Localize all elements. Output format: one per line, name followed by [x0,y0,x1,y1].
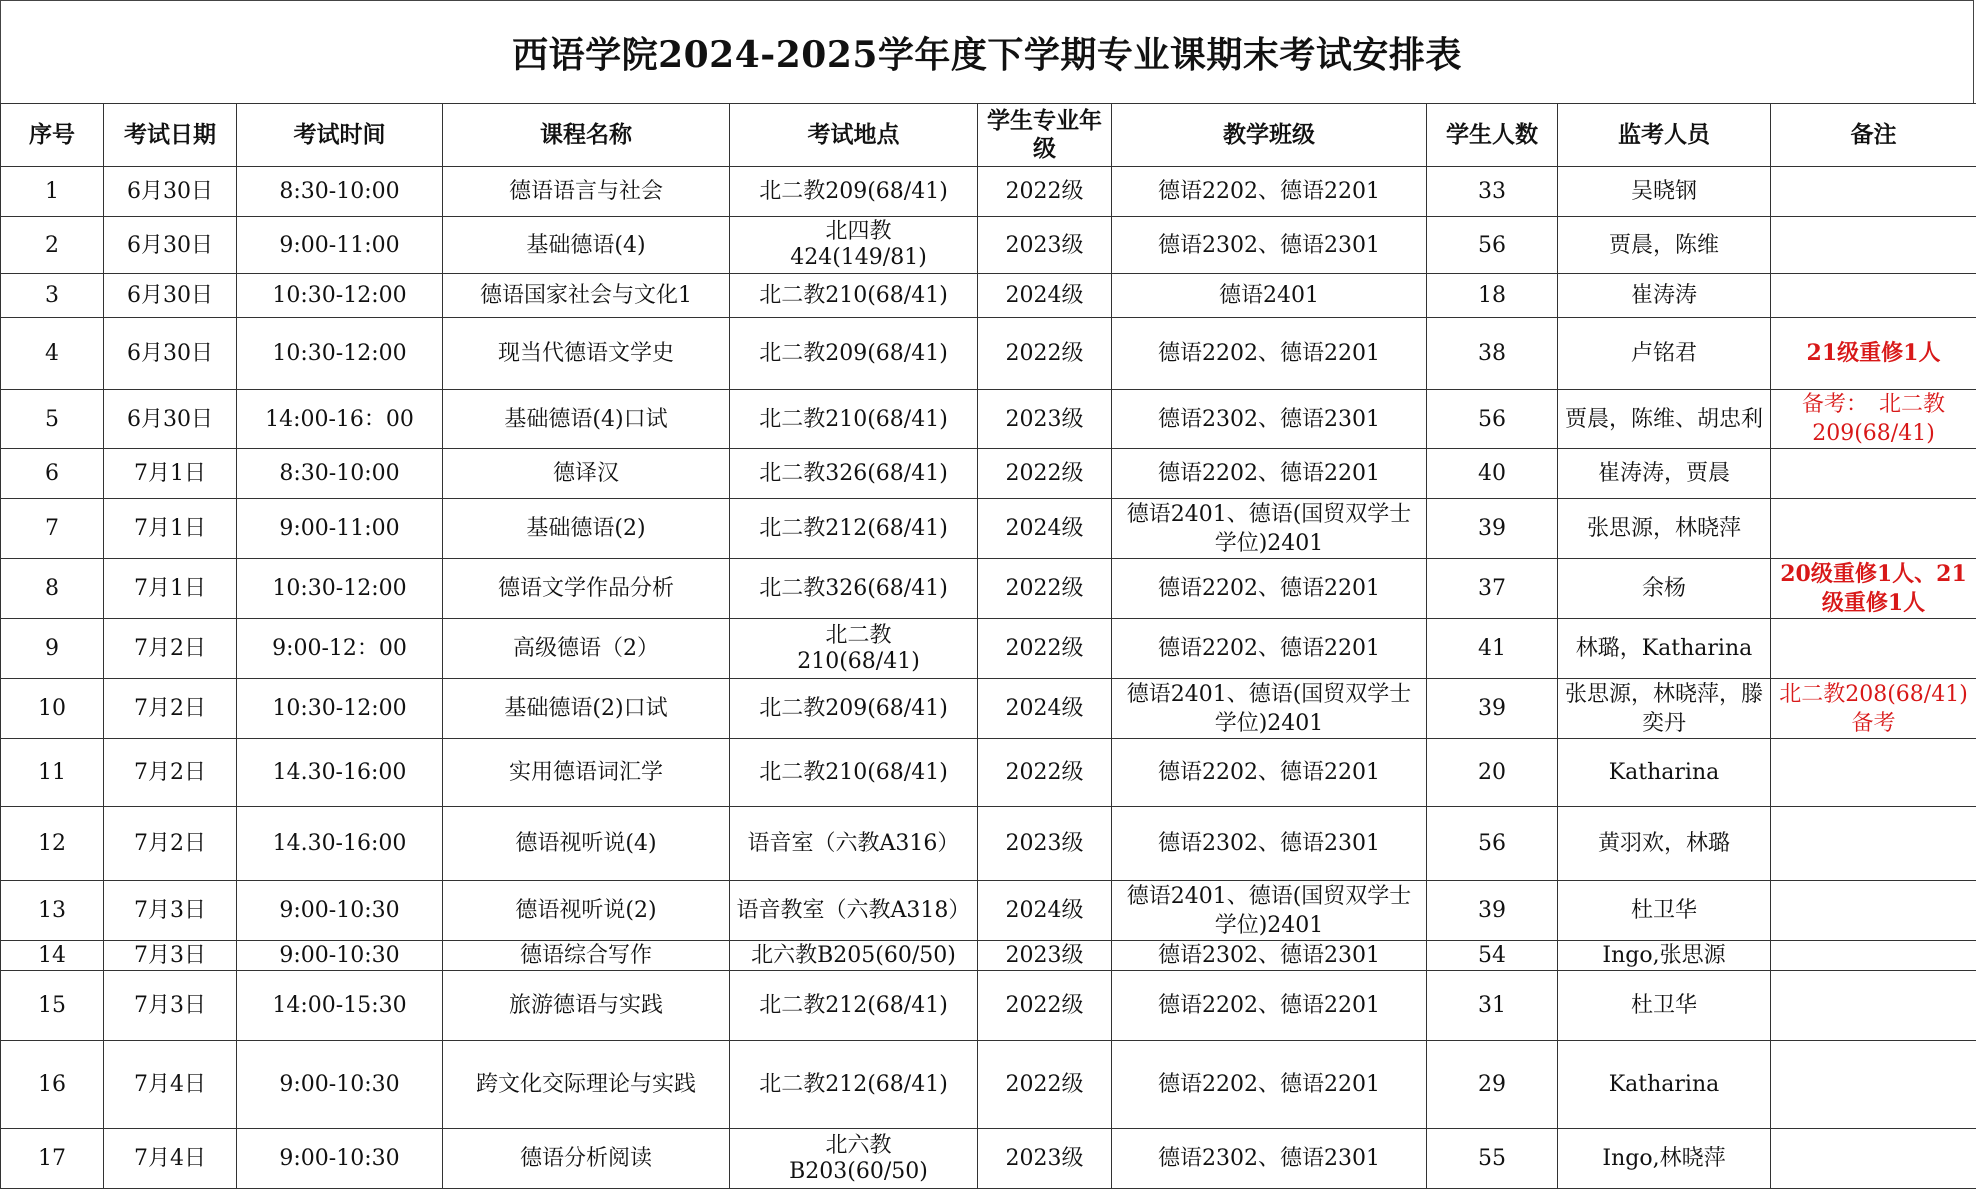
exam-time-cell: 9:00-10:30 [237,941,443,971]
student-count-cell: 38 [1427,318,1558,390]
table-row [1,619,1976,679]
exam-date-cell: 6月30日 [104,318,237,390]
student-count-cell: 33 [1427,167,1558,217]
proctor-names-cell: Ingo,林晓萍 [1558,1129,1771,1189]
page-title: 西语学院2024-2025学年度下学期专业课期末考试安排表 [512,33,1462,76]
student-count-cell: 55 [1427,1129,1558,1189]
exam-location-cell: 北二教209(68/41) [730,679,978,739]
remark-cell [1771,619,1976,679]
header-cell-date: 考试日期 [104,104,237,167]
exam-location-cell: 北二教212(68/41) [730,1041,978,1129]
exam-time-cell: 14:00-15:30 [237,971,443,1041]
student-count-cell: 39 [1427,881,1558,941]
exam-location-cell: 北二教212(68/41) [730,971,978,1041]
exam-location-cell: 北二教210(68/41) [730,739,978,807]
proctor-names-cell: 贾晨，陈维 [1558,217,1771,274]
exam-date-cell: 7月2日 [104,619,237,679]
exam-location-cell: 北二教210(68/41) [730,390,978,449]
class-list-cell: 德语2302、德语2301 [1112,941,1427,971]
header-cell-no: 序号 [1,104,104,167]
exam-time-cell: 9:00-11:00 [237,217,443,274]
proctor-names-cell: 黄羽欢，林璐 [1558,807,1771,881]
exam-date-cell: 7月1日 [104,499,237,559]
course-name-cell: 德语国家社会与文化1 [443,274,730,318]
exam-location-cell: 北二教326(68/41) [730,449,978,499]
exam-location-cell: 北四教424(149/81) [730,217,978,274]
student-grade-cell: 2023级 [978,941,1112,971]
proctor-names-cell: Katharina [1558,739,1771,807]
exam-location-cell: 北二教209(68/41) [730,167,978,217]
exam-date-cell: 7月3日 [104,971,237,1041]
exam-time-cell: 8:30-10:00 [237,167,443,217]
row-no-cell: 9 [1,619,104,679]
course-name-cell: 基础德语(4) [443,217,730,274]
class-list-cell: 德语2202、德语2201 [1112,971,1427,1041]
exam-date-cell: 6月30日 [104,274,237,318]
remark-cell [1771,499,1976,559]
header-cell-remark: 备注 [1771,104,1976,167]
exam-time-cell: 9:00-10:30 [237,1129,443,1189]
class-list-cell: 德语2202、德语2201 [1112,449,1427,499]
exam-date-cell: 7月2日 [104,807,237,881]
remark-cell: 北二教208(68/41)备考 [1771,679,1976,739]
student-grade-cell: 2023级 [978,807,1112,881]
exam-date-cell: 7月3日 [104,941,237,971]
student-grade-cell: 2022级 [978,971,1112,1041]
exam-time-cell: 14:00-16：00 [237,390,443,449]
course-name-cell: 德语分析阅读 [443,1129,730,1189]
student-grade-cell: 2023级 [978,390,1112,449]
exam-time-cell: 8:30-10:00 [237,449,443,499]
table-row [1,1129,1976,1189]
remark-cell [1771,941,1976,971]
proctor-names-cell: Ingo,张思源 [1558,941,1771,971]
table-row [1,807,1976,881]
exam-time-cell: 10:30-12:00 [237,679,443,739]
class-list-cell: 德语2202、德语2201 [1112,167,1427,217]
exam-location-cell: 北二教210(68/41) [730,274,978,318]
exam-location-cell: 北六教B203(60/50) [730,1129,978,1189]
student-grade-cell: 2022级 [978,619,1112,679]
exam-time-cell: 10:30-12:00 [237,318,443,390]
exam-date-cell: 7月2日 [104,679,237,739]
student-count-cell: 20 [1427,739,1558,807]
class-list-cell: 德语2401 [1112,274,1427,318]
proctor-names-cell: 卢铭君 [1558,318,1771,390]
exam-location-cell: 北六教B205(60/50) [730,941,978,971]
exam-time-cell: 10:30-12:00 [237,559,443,619]
table-row [1,449,1976,499]
course-name-cell: 高级德语（2） [443,619,730,679]
class-list-cell: 德语2202、德语2201 [1112,318,1427,390]
proctor-names-cell: Katharina [1558,1041,1771,1129]
remark-cell: 20级重修1人、21级重修1人 [1771,559,1976,619]
remark-cell [1771,274,1976,318]
row-no-cell: 4 [1,318,104,390]
exam-time-cell: 9:00-10:30 [237,881,443,941]
exam-date-cell: 7月4日 [104,1129,237,1189]
student-count-cell: 41 [1427,619,1558,679]
row-no-cell: 1 [1,167,104,217]
proctor-names-cell: 张思源，林晓萍 [1558,499,1771,559]
student-count-cell: 56 [1427,390,1558,449]
header-cell-course: 课程名称 [443,104,730,167]
course-name-cell: 德语综合写作 [443,941,730,971]
class-list-cell: 德语2202、德语2201 [1112,739,1427,807]
header-cell-grade: 学生专业年级 [978,104,1112,167]
exam-date-cell: 7月1日 [104,449,237,499]
remark-cell [1771,449,1976,499]
exam-time-cell: 9:00-11:00 [237,499,443,559]
table-row [1,559,1976,619]
exam-location-cell: 北二教210(68/41) [730,619,978,679]
student-count-cell: 18 [1427,274,1558,318]
student-grade-cell: 2022级 [978,559,1112,619]
remark-cell [1771,217,1976,274]
table-row [1,318,1976,390]
student-grade-cell: 2022级 [978,1041,1112,1129]
row-no-cell: 11 [1,739,104,807]
student-grade-cell: 2022级 [978,739,1112,807]
row-no-cell: 6 [1,449,104,499]
student-count-cell: 39 [1427,679,1558,739]
student-grade-cell: 2023级 [978,217,1112,274]
header-row [1,104,1976,167]
table-row [1,679,1976,739]
table-body [1,167,1976,1189]
class-list-cell: 德语2302、德语2301 [1112,217,1427,274]
proctor-names-cell: 杜卫华 [1558,971,1771,1041]
table-row [1,167,1976,217]
title-row [0,0,1974,103]
student-count-cell: 37 [1427,559,1558,619]
student-count-cell: 31 [1427,971,1558,1041]
course-name-cell: 德语视听说(2) [443,881,730,941]
exam-time-cell: 9:00-10:30 [237,1041,443,1129]
row-no-cell: 15 [1,971,104,1041]
proctor-names-cell: 张思源，林晓萍，滕奕丹 [1558,679,1771,739]
proctor-names-cell: 贾晨，陈维、胡忠利 [1558,390,1771,449]
row-no-cell: 5 [1,390,104,449]
table-row [1,499,1976,559]
student-count-cell: 56 [1427,807,1558,881]
class-list-cell: 德语2202、德语2201 [1112,559,1427,619]
row-no-cell: 7 [1,499,104,559]
student-grade-cell: 2024级 [978,679,1112,739]
course-name-cell: 德语语言与社会 [443,167,730,217]
exam-time-cell: 9:00-12：00 [237,619,443,679]
table-row [1,390,1976,449]
class-list-cell: 德语2302、德语2301 [1112,1129,1427,1189]
header-cell-time: 考试时间 [237,104,443,167]
exam-location-cell: 语音室（六教A316） [730,807,978,881]
student-grade-cell: 2022级 [978,167,1112,217]
student-grade-cell: 2023级 [978,1129,1112,1189]
row-no-cell: 13 [1,881,104,941]
course-name-cell: 基础德语(4)口试 [443,390,730,449]
student-count-cell: 39 [1427,499,1558,559]
row-no-cell: 12 [1,807,104,881]
table-row [1,941,1976,971]
table-row [1,274,1976,318]
table-row [1,217,1976,274]
table-row [1,1041,1976,1129]
table-row [1,971,1976,1041]
table-row [1,881,1976,941]
exam-location-cell: 北二教212(68/41) [730,499,978,559]
remark-cell [1771,881,1976,941]
header-cell-location: 考试地点 [730,104,978,167]
proctor-names-cell: 余杨 [1558,559,1771,619]
exam-location-cell: 北二教209(68/41) [730,318,978,390]
remark-cell: 21级重修1人 [1771,318,1976,390]
course-name-cell: 基础德语(2) [443,499,730,559]
course-name-cell: 德语文学作品分析 [443,559,730,619]
exam-time-cell: 14.30-16:00 [237,739,443,807]
remark-cell [1771,167,1976,217]
class-list-cell: 德语2202、德语2201 [1112,1041,1427,1129]
exam-location-cell: 北二教326(68/41) [730,559,978,619]
exam-time-cell: 14.30-16:00 [237,807,443,881]
proctor-names-cell: 杜卫华 [1558,881,1771,941]
student-grade-cell: 2022级 [978,449,1112,499]
course-name-cell: 旅游德语与实践 [443,971,730,1041]
row-no-cell: 16 [1,1041,104,1129]
exam-date-cell: 7月2日 [104,739,237,807]
remark-cell [1771,1129,1976,1189]
proctor-names-cell: 崔涛涛，贾晨 [1558,449,1771,499]
student-count-cell: 54 [1427,941,1558,971]
remark-cell [1771,971,1976,1041]
student-grade-cell: 2024级 [978,274,1112,318]
header-cell-proctor: 监考人员 [1558,104,1771,167]
exam-date-cell: 7月1日 [104,559,237,619]
remark-cell: 备考： 北二教209(68/41) [1771,390,1976,449]
row-no-cell: 2 [1,217,104,274]
remark-cell [1771,739,1976,807]
class-list-cell: 德语2302、德语2301 [1112,390,1427,449]
student-count-cell: 40 [1427,449,1558,499]
class-list-cell: 德语2401、德语(国贸双学士学位)2401 [1112,499,1427,559]
row-no-cell: 8 [1,559,104,619]
class-list-cell: 德语2302、德语2301 [1112,807,1427,881]
class-list-cell: 德语2401、德语(国贸双学士学位)2401 [1112,679,1427,739]
exam-time-cell: 10:30-12:00 [237,274,443,318]
course-name-cell: 基础德语(2)口试 [443,679,730,739]
student-count-cell: 56 [1427,217,1558,274]
student-count-cell: 29 [1427,1041,1558,1129]
row-no-cell: 17 [1,1129,104,1189]
proctor-names-cell: 林璐，Katharina [1558,619,1771,679]
course-name-cell: 实用德语词汇学 [443,739,730,807]
exam-date-cell: 6月30日 [104,390,237,449]
proctor-names-cell: 崔涛涛 [1558,274,1771,318]
exam-location-cell: 语音教室（六教A318） [730,881,978,941]
course-name-cell: 跨文化交际理论与实践 [443,1041,730,1129]
course-name-cell: 德语视听说(4) [443,807,730,881]
proctor-names-cell: 吴晓钢 [1558,167,1771,217]
exam-date-cell: 7月4日 [104,1041,237,1129]
exam-date-cell: 6月30日 [104,217,237,274]
table-row [1,739,1976,807]
header-cell-count: 学生人数 [1427,104,1558,167]
header-cell-classes: 教学班级 [1112,104,1427,167]
exam-date-cell: 7月3日 [104,881,237,941]
row-no-cell: 14 [1,941,104,971]
row-no-cell: 3 [1,274,104,318]
class-list-cell: 德语2202、德语2201 [1112,619,1427,679]
course-name-cell: 德译汉 [443,449,730,499]
class-list-cell: 德语2401、德语(国贸双学士学位)2401 [1112,881,1427,941]
exam-table [0,103,1976,1189]
remark-cell [1771,1041,1976,1129]
course-name-cell: 现当代德语文学史 [443,318,730,390]
remark-cell [1771,807,1976,881]
exam-date-cell: 6月30日 [104,167,237,217]
row-no-cell: 10 [1,679,104,739]
student-grade-cell: 2024级 [978,881,1112,941]
student-grade-cell: 2024级 [978,499,1112,559]
student-grade-cell: 2022级 [978,318,1112,390]
